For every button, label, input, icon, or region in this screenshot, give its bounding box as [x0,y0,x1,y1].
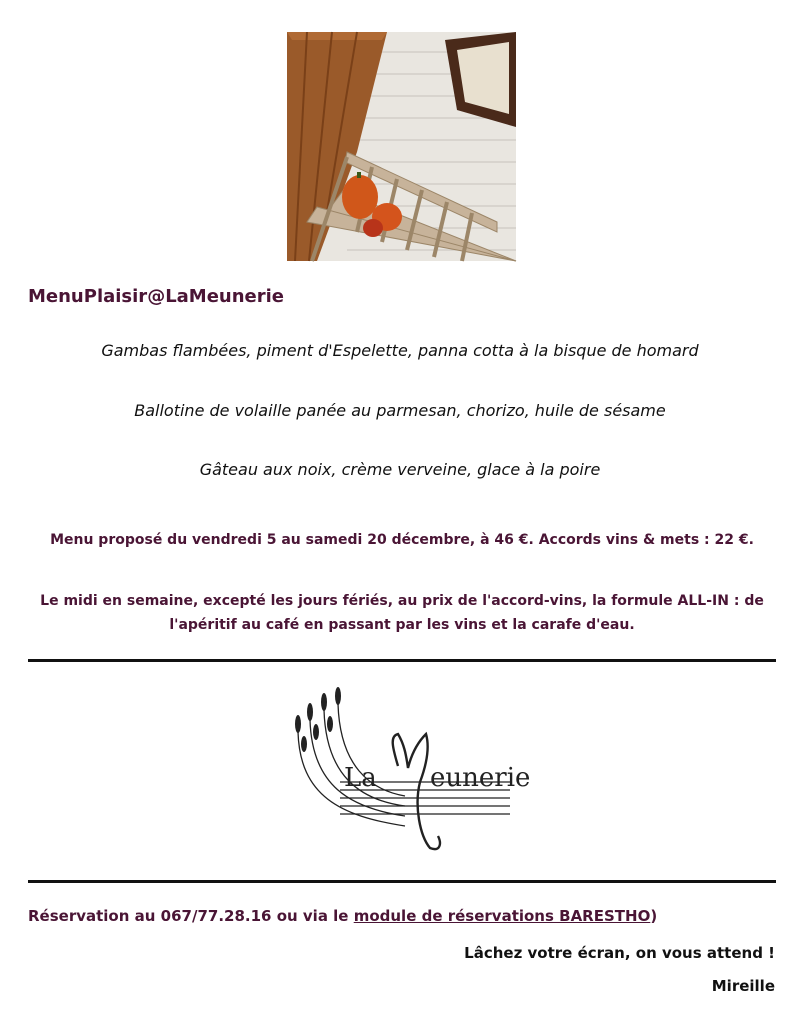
divider [28,659,776,662]
lunch-formula-info: Le midi en semaine, excepté les jours fériés, au prix de l'accord-vins, la formule ALL-IN : de l'apéritif au café en passant par les vins et la carafe d'eau. [40,593,764,633]
logo-la-text: La [344,763,377,793]
reservation-suffix: ) [650,907,658,925]
barestho-reservation-link[interactable]: module de réservations BARESTHO [353,907,651,925]
closing-line: Lâchez votre écran, on vous attend ! [464,944,775,962]
reservation-line [28,907,657,925]
dish-dessert: Gâteau aux noix, crème verveine, glace à la poire [199,460,601,479]
logo-eunerie-text: eunerie [430,763,531,793]
dish-starter: Gambas flambées, piment d'Espelette, panna cotta à la bisque de homard [101,341,699,360]
divider [28,880,776,883]
la-meunerie-logo [280,686,531,858]
dish-main: Ballotine de volaille panée au parmesan, chorizo, huile de sésame [134,401,666,420]
header-photo [287,32,516,261]
menu-title: MenuPlaisir@LaMeunerie [28,286,285,307]
menu-price-info: Menu proposé du vendredi 5 au samedi 20 décembre, à 46 €. Accords vins & mets : 22 €. [50,532,754,548]
signature: Mireille [711,977,775,995]
reservation-prefix: Réservation au 067/77.28.16 ou via le [28,907,354,925]
